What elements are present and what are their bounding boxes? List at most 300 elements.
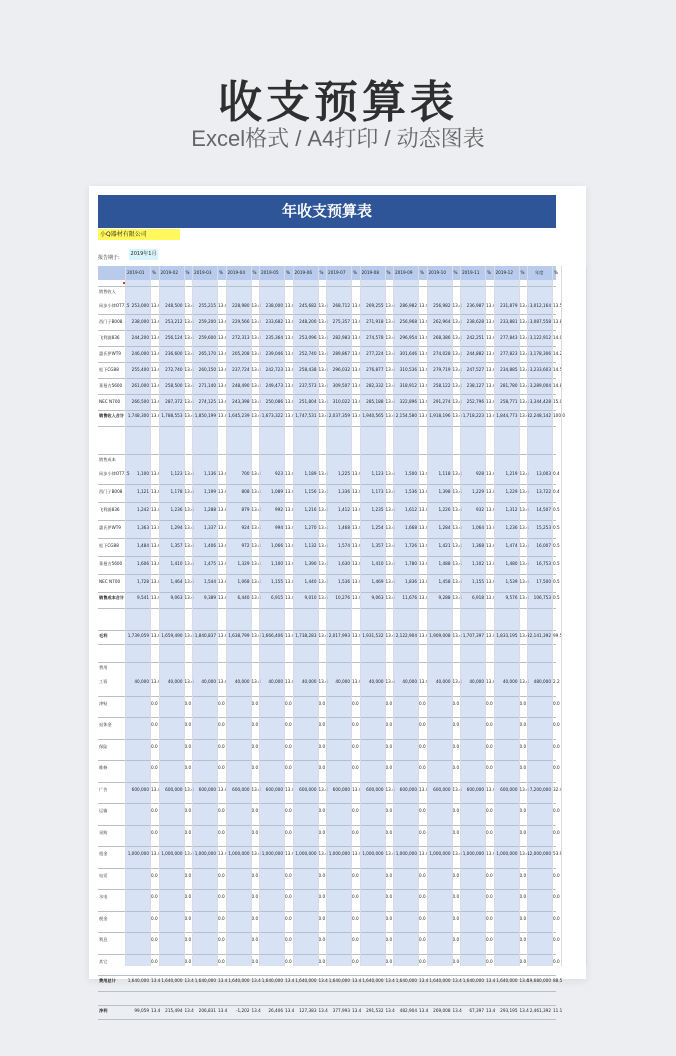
income-row-value: 250,086 [265,399,283,404]
expense-row-pct: 0.0 [452,765,460,770]
row-divider [98,760,556,761]
income-row-value: 277,843 [500,335,518,340]
expense-row-pct: 0.0 [184,894,192,899]
income-total-value: 1,940,565 [362,413,384,418]
expense-row-pct: 0.0 [151,894,158,899]
expense-total-pct: 13.4 [184,978,194,983]
cost-row-value: 1,410 [170,561,183,566]
expense-row-pct: 0.0 [318,765,326,770]
hero-title: 收支预算表 [218,77,458,128]
income-row-pct: 13.4 [385,319,395,324]
income-row-pct: 13.4 [151,351,161,356]
expense-total-label: 费用总计 [99,978,116,983]
expense-row-pct: 0.0 [519,743,527,749]
cost-row-value: 1,474 [505,543,518,548]
cost-row-pct: 13.4 [452,471,462,476]
income-total-pct: 13.4 [218,413,228,418]
expense-row-year: 12,000,000 [527,851,551,856]
column-divider [360,266,361,966]
cost-row-value: 1,468 [338,525,350,530]
cost-row-pct: 13.4 [385,579,395,584]
expense-row-pct: 0.0 [486,872,493,878]
expense-row-pct: 0.0 [352,915,359,921]
expense-row-pct: 13.4 [318,679,328,684]
income-row-pct: 13.4 [318,399,328,404]
income-row-pct: 13.4 [486,335,496,340]
pct-header: % [286,270,290,275]
expense-row-pct: 0.0 [151,743,158,749]
expense-total-pct: 13.4 [318,978,328,983]
cost-row-year-pct: 0.5 [553,525,560,530]
expense-row-pct: 13.4 [385,679,395,684]
cost-total-value: 9,063 [170,595,183,600]
expense-row-pct: 13.4 [419,851,429,856]
column-divider [284,266,285,966]
cost-total-year: 106,753 [533,595,551,600]
expense-row-pct: 0.0 [318,958,326,964]
income-row-year-pct: 14.8 [553,383,563,388]
net-row-pct: 13.4 [419,1008,429,1013]
income-total-pct: 13.4 [452,413,462,418]
expense-row-pct: 0.0 [452,829,460,835]
gross-row-label: 毛利 [99,633,108,638]
income-row-year-pct: 13.5 [553,303,563,308]
income-row-year: 3,233,603 [529,367,551,372]
cost-total-pct: 13.4 [486,595,496,600]
gross-row-pct: 13.4 [151,633,161,638]
income-row-year-pct: 14.2 [553,351,563,356]
expense-row-value: 600,000 [299,786,317,792]
income-row-pct: 13.4 [218,303,228,308]
cost-row-value: 1,329 [237,561,250,566]
income-total-value: 1,788,553 [161,413,183,418]
cost-row-year: 16,753 [536,561,551,566]
row-divider [98,520,556,521]
gross-row-year: 22,141,392 [527,633,551,638]
income-total-value: 1,718,223 [462,413,484,418]
expense-row-value: 600,000 [500,786,518,792]
income-row-value: 285,188 [366,399,384,404]
expense-row-pct: 0.0 [251,894,259,899]
cost-row-value: 1,100 [137,471,149,476]
cost-total-value: 9,541 [137,595,149,600]
expense-row-year-pct: 0.0 [553,722,560,727]
net-row-pct: 13.4 [285,1008,295,1013]
gross-row-value: 1,666,406 [261,633,283,638]
cost-row-pct: 13.4 [184,561,194,566]
expense-row-pct: 13.4 [452,786,462,792]
expense-total-pct: 13.4 [419,978,429,983]
expense-row-label: 利息 [99,937,108,942]
expense-row-value: 1,000,000 [429,851,451,856]
cost-row-pct: 13.4 [151,525,161,530]
expense-row-pct: 0.0 [352,765,359,770]
expense-row-pct: 0.0 [452,743,460,749]
cost-row-year-pct: 0.5 [553,561,560,566]
expense-row-pct: 0.0 [251,722,259,727]
cost-row-pct: 13.4 [452,525,462,530]
expense-row-pct: 0.0 [184,915,192,921]
cost-row-year-pct: 0.5 [553,543,560,548]
cost-row-label: 飞利浦836 [99,507,120,512]
income-row-value: 272,313 [232,335,250,340]
cost-row-value: 1,225 [338,471,350,476]
cost-row-pct: 13.4 [151,561,161,566]
column-divider [485,266,486,966]
income-row-value: 289,867 [332,351,350,356]
expense-row-pct: 0.0 [452,894,460,899]
expense-row-pct: 13.4 [285,851,295,856]
cost-row-value: 1,406 [204,543,216,548]
income-row-value: 233,881 [500,319,518,324]
cost-row-pct: 13.4 [218,471,228,476]
cost-row-value: 1,226 [438,507,451,512]
cost-row-label: 莱曼吉5600 [99,561,123,566]
income-row-pct: 13.4 [452,383,462,388]
income-row-pct: 13.4 [218,383,228,388]
cost-row-value: 1,475 [204,561,216,566]
cost-row-pct: 13.4 [486,543,496,548]
expense-row-value: 40,000 [268,679,283,684]
income-row-value: 281,780 [500,383,518,388]
income-row-value: 255,400 [131,367,149,372]
cost-row-pct: 13.4 [352,525,362,530]
expense-row-pct: 0.0 [519,894,527,899]
expense-row-pct: 13.4 [218,786,228,792]
cost-row-value: 1,229 [472,489,484,494]
cost-row-value: 1,100 [271,561,283,566]
expense-row-pct: 0.0 [519,700,527,706]
expense-row-pct: 0.0 [285,700,292,706]
income-row-pct: 13.4 [184,319,194,324]
expense-row-value: 1,000,000 [194,851,216,856]
cost-row-pct: 13.4 [285,579,295,584]
row-divider [98,394,556,395]
cost-total-label: 销售成本合计 [99,595,125,600]
expense-row-pct: 0.0 [419,915,426,921]
cost-row-value: 1,236 [170,507,183,512]
expense-row-pct: 0.0 [318,915,326,921]
cost-row-pct: 13.4 [318,579,328,584]
section-header: 销售收入 [99,289,116,294]
cost-row-pct: 13.4 [452,561,462,566]
income-row-value: 234,885 [500,367,518,372]
cost-row-value: 928 [476,471,484,476]
column-divider [251,266,252,966]
cost-row-pct: 13.4 [452,489,462,494]
income-row-value: 239,046 [265,351,283,356]
cost-total-value: 9,288 [438,595,451,600]
cost-row-pct: 13.4 [486,525,496,530]
income-row-value: 282,983 [332,335,350,340]
pct-header: % [353,270,357,275]
cost-row-value: 1,121 [137,489,149,494]
expense-row-pct: 0.0 [251,808,259,813]
income-total-value: 1,747,531 [295,413,317,418]
income-row-year-pct: 14.5 [553,367,563,372]
income-row-pct: 13.4 [184,367,194,372]
income-row-pct: 13.4 [519,351,529,356]
expense-row-pct: 0.0 [519,915,527,921]
income-row-pct: 13.4 [519,303,529,308]
income-row-pct: 13.4 [519,335,529,340]
expense-row-pct: 0.0 [218,765,225,770]
cost-row-value: 1,102 [472,561,484,566]
expense-row-label: 租金 [99,851,108,856]
income-row-value: 238,127 [466,383,484,388]
income-row-pct: 13.4 [486,351,496,356]
income-row-value: 248,500 [165,303,183,308]
cost-row-value: 1,390 [304,561,317,566]
gross-row-pct: 13.4 [285,633,295,638]
income-row-value: 256,968 [399,319,417,324]
income-row-pct: 13.4 [251,335,261,340]
gross-row-pct: 13.4 [251,633,261,638]
cost-row-value: 1,421 [438,543,451,548]
cost-row-value: 1,123 [371,471,384,476]
expense-row-value: 40,000 [402,679,417,684]
expense-row-pct: 0.0 [151,765,158,770]
cost-total-value: 9,389 [204,595,216,600]
expense-row-pct: 0.0 [486,915,493,921]
cost-row-pct: 13.4 [419,543,429,548]
income-row-pct: 13.4 [151,319,161,324]
income-row-pct: 13.4 [452,303,462,308]
cost-row-value: 1,236 [505,525,518,530]
cost-row-value: 1,536 [338,579,350,584]
gross-row-value: 1,659,490 [161,633,183,638]
expense-row-pct: 0.0 [318,808,326,813]
income-row-pct: 13.4 [318,319,328,324]
net-row-pct: 13.4 [184,1008,194,1013]
gross-row-value: 1,739,059 [127,633,149,638]
income-row-pct: 13.4 [318,351,328,356]
expense-row-pct: 0.0 [419,894,426,899]
net-row-value: 99,059 [134,1008,149,1013]
income-row-pct: 13.4 [352,319,362,324]
cost-total-value: 9,576 [505,595,518,600]
column-divider [226,266,227,966]
cost-row-year: 13,003 [536,471,551,476]
cost-row-value: 1,089 [271,489,283,494]
gross-row-value: 2,017,993 [328,633,350,638]
expense-total-pct: 13.4 [452,978,462,983]
expense-row-pct: 0.0 [151,722,158,727]
row-divider [98,330,556,331]
expense-row-pct: 0.0 [285,829,292,835]
income-row-pct: 13.4 [419,383,429,388]
cost-row-pct: 13.4 [419,561,429,566]
month-header: 2019-07 [328,270,346,275]
income-row-value: 242,251 [466,335,484,340]
pct-header: % [386,270,391,275]
row-divider [98,426,556,427]
income-row-value: 301,646 [399,351,417,356]
expense-row-pct: 0.0 [218,829,225,835]
income-total-value: 1,850,199 [194,413,216,418]
expense-row-pct: 0.0 [184,958,192,964]
column-divider [150,266,151,966]
cost-row-label: 同步小律OT715 [99,471,130,476]
cost-row-value: 1,574 [338,543,350,548]
cost-row-pct: 13.4 [218,507,228,512]
income-row-pct: 13.4 [352,303,362,308]
income-row-label: 西门子B008 [99,319,123,324]
income-row-pct: 13.4 [419,335,429,340]
expense-row-value: 600,000 [265,786,283,792]
net-row-year-pct: 11.1 [553,1008,563,1013]
expense-row-pct: 0.0 [419,808,426,813]
income-row-pct: 13.4 [285,351,295,356]
cost-row-pct: 13.4 [318,561,328,566]
income-row-value: 256,124 [165,335,183,340]
cost-row-pct: 13.4 [318,543,328,548]
income-row-value: 322,896 [399,399,417,404]
expense-row-value: 1,000,000 [462,851,484,856]
cost-row-pct: 13.4 [419,507,429,512]
income-row-label: 松下CG88 [99,367,119,372]
income-row-pct: 13.4 [385,383,395,388]
expense-row-pct: 0.0 [419,829,426,835]
date-value[interactable]: 2019年1月 [129,249,158,260]
cost-row-value: 1,123 [170,471,183,476]
expense-row-pct: 0.0 [218,808,225,813]
income-row-pct: 13.4 [285,335,295,340]
gross-row-pct: 13.4 [385,633,395,638]
expense-row-pct: 0.0 [285,743,292,749]
expense-row-label: 水电 [99,894,108,899]
cost-row-pct: 13.4 [452,543,462,548]
income-row-pct: 13.4 [318,383,328,388]
income-row-pct: 13.4 [419,319,429,324]
cost-row-value: 994 [275,525,283,530]
column-divider [259,266,260,966]
month-header: 2019-02 [160,270,178,275]
expense-row-pct: 13.4 [285,786,295,792]
gross-row-value: 1,833,195 [496,633,518,638]
row-divider [98,346,556,347]
row-divider [98,911,556,912]
expense-row-value: 1,000,000 [295,851,317,856]
expense-row-pct: 13.4 [519,679,529,684]
net-row-value: -1,202 [236,1008,250,1013]
net-row-value: 291,532 [366,1008,384,1013]
income-row-pct: 13.4 [251,319,261,324]
cost-row-pct: 13.4 [318,489,328,494]
expense-row-pct: 0.0 [218,958,225,964]
expense-row-pct: 13.4 [184,851,194,856]
row-divider [98,630,556,631]
income-total-year-pct: 100.0 [553,413,565,418]
income-row-value: 238,000 [265,303,283,308]
income-row-value: 262,964 [433,319,451,324]
expense-total-pct: 13.4 [285,978,295,983]
income-row-value: 258,438 [299,367,317,372]
expense-row-pct: 0.0 [218,700,225,706]
expense-row-pct: 0.0 [352,743,359,749]
cost-row-pct: 13.4 [251,525,261,530]
cost-total-value: 6,915 [271,595,283,600]
month-header: 2019-09 [395,270,413,275]
expense-row-pct: 0.0 [184,829,192,835]
income-row-value: 268,386 [433,335,451,340]
income-row-value: 259,200 [198,319,216,324]
income-row-pct: 13.4 [318,303,328,308]
column-divider [527,266,528,966]
cost-row-year-pct: 0.5 [553,507,560,512]
expense-row-pct: 0.0 [285,722,292,727]
expense-row-pct: 0.0 [318,722,326,727]
income-row-value: 318,912 [399,383,417,388]
income-row-value: 237,724 [232,367,250,372]
expense-total-pct: 13.4 [352,978,362,983]
cost-row-pct: 13.4 [251,471,261,476]
expense-row-pct: 0.0 [419,765,426,770]
net-row-pct: 13.4 [385,1008,395,1013]
income-total-pct: 13.4 [251,413,261,418]
income-row-value: 287,372 [165,399,183,404]
expense-row-pct: 0.0 [486,808,493,813]
cost-row-value: 1,189 [304,471,317,476]
income-row-pct: 13.4 [385,335,395,340]
expense-row-value: 600,000 [366,786,384,792]
cost-row-pct: 13.4 [218,489,228,494]
net-row-pct: 13.4 [486,1008,496,1013]
income-row-pct: 13.4 [184,303,194,308]
expense-row-pct: 0.0 [218,872,225,878]
pct-header: % [152,270,156,275]
gross-row-pct: 13.4 [318,633,328,638]
cost-row-pct: 13.4 [419,579,429,584]
expense-row-pct: 13.4 [251,679,261,684]
budget-table [98,266,565,1013]
net-row-pct: 13.4 [318,1008,328,1013]
cost-row-pct: 13.4 [486,507,496,512]
cost-total-pct: 13.4 [419,595,429,600]
income-row-label: 飞利浦836 [99,335,120,340]
expense-row-pct: 0.0 [385,894,393,899]
cost-row-value: 700 [241,471,250,476]
expense-total-value: 1,640,000 [194,978,216,983]
expense-row-pct: 13.4 [452,679,462,684]
cost-row-value: 1,270 [304,525,317,530]
cost-row-pct: 13.4 [251,579,261,584]
cost-row-value: 1,155 [271,579,283,584]
cost-row-value: 1,536 [405,489,417,494]
cost-row-value: 1,606 [137,561,149,566]
expense-row-pct: 0.0 [385,958,393,964]
expense-row-pct: 0.0 [352,937,359,942]
income-row-value: 268,712 [332,303,350,308]
income-row-value: 258,122 [433,383,451,388]
expense-row-value: 40,000 [368,679,384,684]
cost-row-value: 1,469 [371,579,384,584]
expense-row-value: 40,000 [134,679,149,684]
cost-row-year-pct: 0.5 [553,579,560,584]
income-row-value: 256,982 [433,303,451,308]
income-row-pct: 13.4 [385,399,395,404]
income-row-pct: 13.4 [352,367,362,372]
expense-row-pct: 0.0 [285,765,292,770]
expense-row-year-pct: 0.0 [553,743,560,749]
cost-row-pct: 13.4 [184,543,194,548]
cost-row-pct: 13.4 [151,579,161,584]
income-row-value: 274,578 [366,335,384,340]
income-row-pct: 13.4 [285,367,295,372]
month-header: 2019-10 [428,270,446,275]
expense-row-pct: 0.0 [285,872,292,878]
gross-row-value: 1,931,532 [362,633,384,638]
